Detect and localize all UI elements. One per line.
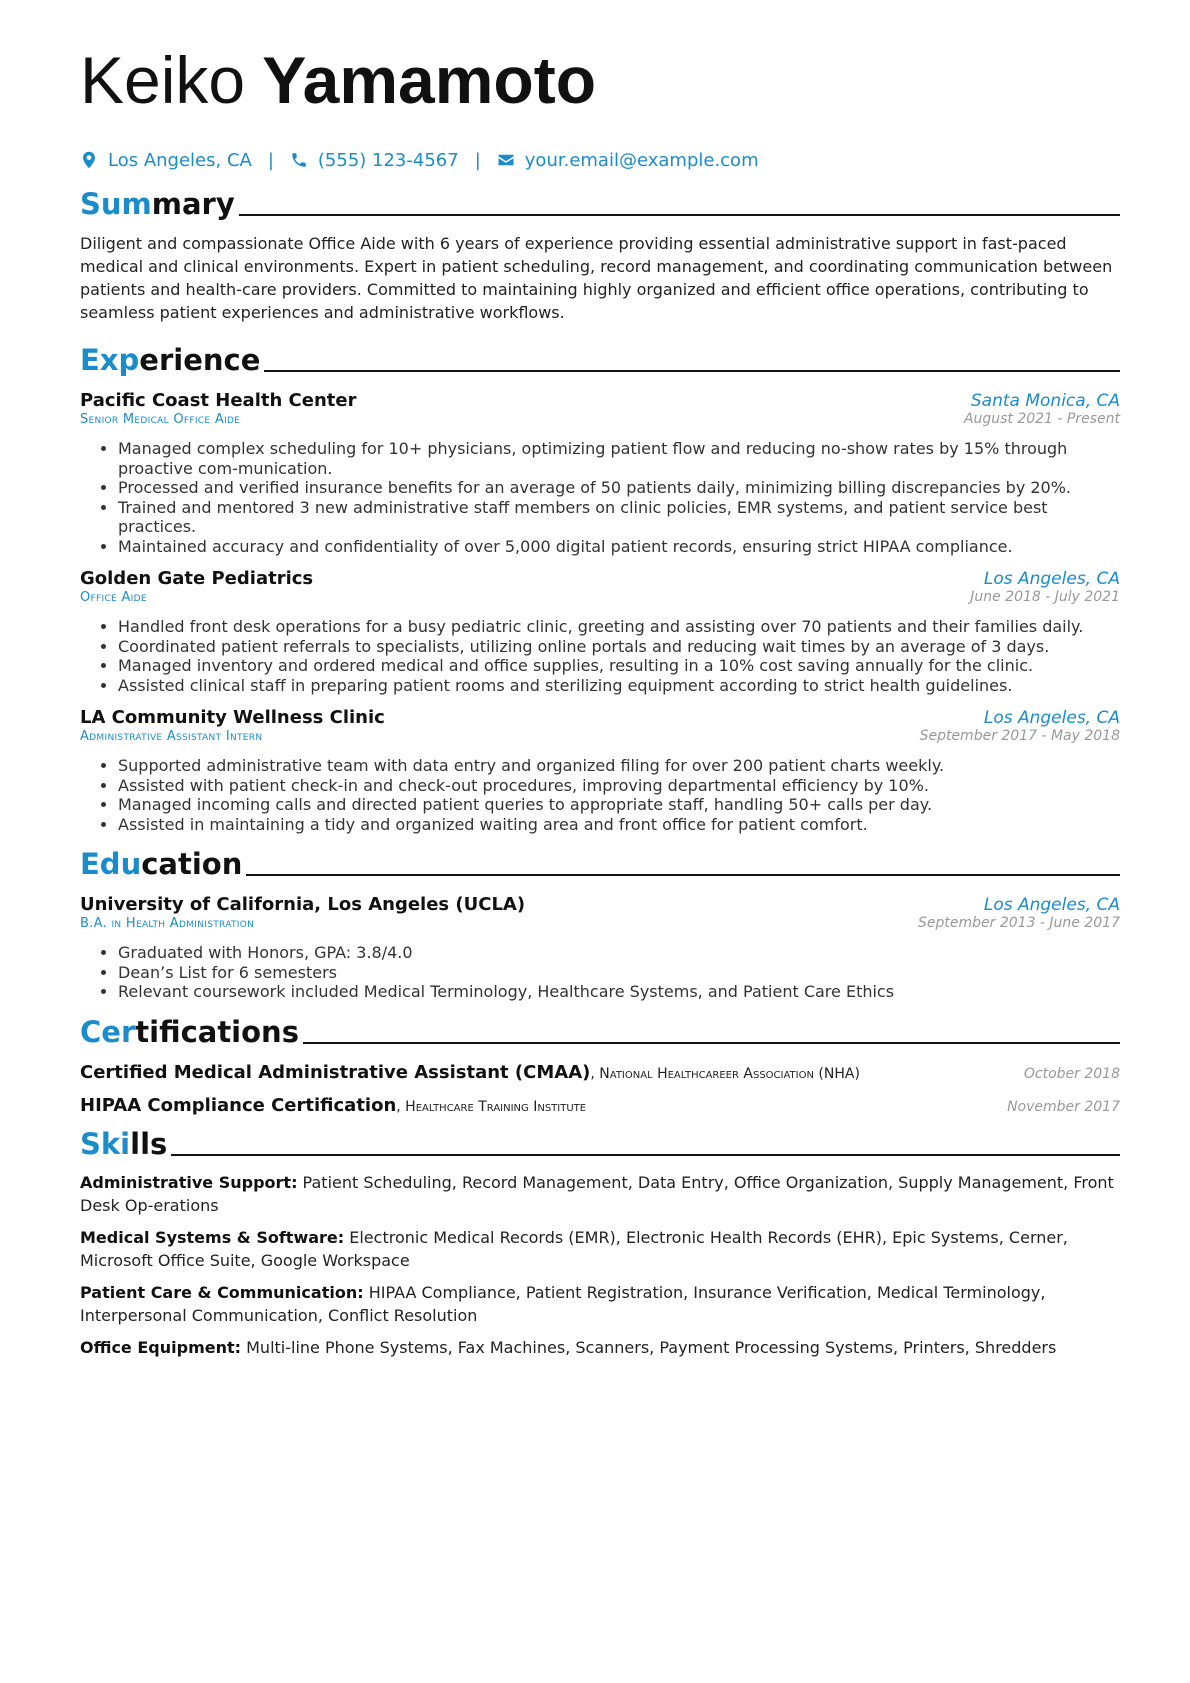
contact-separator: |: [267, 149, 274, 171]
job-location: Santa Monica, CA: [970, 391, 1120, 411]
job-org: Golden Gate Pediatrics: [80, 568, 314, 589]
list-item: • Assisted in maintaining a tidy and organized waiting area and front office for patient comfort.: [118, 815, 1120, 835]
job-location: Los Angeles, CA: [983, 569, 1120, 589]
job-bullets: [80, 756, 1120, 834]
list-item: • Managed complex scheduling for 10+ physicians, optimizing patient flow and reducing no-show rates by 15% through proactive com-munication.: [118, 439, 1120, 478]
list-item: • Handled front desk operations for a busy pediatric clinic, greeting and assisting over 70 patients and their families daily.: [118, 617, 1120, 637]
list-item: • Assisted with patient check-in and check-out procedures, improving departmental efficiency by 10%.: [118, 776, 1120, 796]
candidate-name: [80, 40, 1120, 120]
list-item: • Maintained accuracy and confidentiality of over 5,000 digital patient records, ensuring strict HIPAA compliance.: [118, 537, 1120, 557]
skill-group: [80, 1281, 1120, 1327]
first-name: Keiko: [80, 43, 246, 117]
certification-date: October 2018: [1023, 1065, 1120, 1082]
skill-label: Office Equipment:: [80, 1337, 242, 1357]
school-location: Los Angeles, CA: [983, 895, 1120, 915]
list-item: • Supported administrative team with data entry and organized filing for over 200 patient charts weekly.: [118, 756, 1120, 776]
job-entry: [80, 568, 1120, 695]
list-item: • Trained and mentored 3 new administrative staff members on clinic policies, EMR systems, and patient service best practices.: [118, 498, 1120, 537]
skill-label: Patient Care & Communication:: [80, 1282, 364, 1302]
education-dates: September 2013 - June 2017: [918, 915, 1120, 931]
job-entry: [80, 390, 1120, 556]
skill-group: [80, 1226, 1120, 1272]
summary-text: Diligent and compassionate Office Aide with 6 years of experience providing essential administrative support in fast-paced medical and clinical environments. Expert in patient scheduling, record management, and coordinating communication between patients and health-care providers. Committed to maintaining highly organized and efficient office operations, contributing to seamless patient experiences and administrative workflows.: [80, 234, 1113, 322]
phone-icon: [290, 151, 308, 169]
section-divider: [264, 370, 1120, 372]
section-divider: [303, 1042, 1120, 1044]
envelope-icon: [497, 151, 515, 169]
education-bullets: [80, 943, 1120, 1002]
skills-heading: Skills: [80, 1122, 1120, 1162]
phone-text: (555) 123-4567: [317, 149, 459, 171]
school-name: University of California, Los Angeles (UCLA): [80, 894, 526, 915]
education-entry: [80, 894, 1120, 1002]
list-item: • Managed incoming calls and directed patient queries to appropriate staff, handling 50+ calls per day.: [118, 795, 1120, 815]
certification-date: November 2017: [1007, 1098, 1120, 1115]
skill-label: Medical Systems & Software:: [80, 1227, 345, 1247]
list-item: • Coordinated patient referrals to specialists, utilizing online portals and reducing wait times by an average of 3 days.: [118, 637, 1120, 657]
list-item: • Processed and verified insurance benefits for an average of 50 patients daily, minimizing billing discrepancies by 20%.: [118, 478, 1120, 498]
job-location: Los Angeles, CA: [983, 708, 1120, 728]
map-marker-icon: [80, 151, 98, 169]
certifications-heading: Certifications: [80, 1010, 1120, 1050]
job-dates: August 2021 - Present: [963, 411, 1120, 427]
job-dates: June 2018 - July 2021: [970, 589, 1120, 605]
job-dates: September 2017 - May 2018: [919, 728, 1120, 744]
certification-name: Certified Medical Administrative Assistant (CMAA): [80, 1061, 591, 1083]
section-divider: [171, 1154, 1120, 1156]
contact-phone[interactable]: [290, 150, 459, 171]
list-item: • Managed inventory and ordered medical and office supplies, resulting in a 10% cost saving annually for the clinic.: [118, 656, 1120, 676]
skill-list: Electronic Medical Records (EMR), Electronic Health Records (EHR), Epic Systems, Cerner, Microsoft Office Suite, Google Workspace: [80, 1227, 1068, 1270]
degree: B.A. in Health Administration: [80, 916, 255, 931]
list-item: • Assisted clinical staff in preparing patient rooms and sterilizing equipment according to strict health guidelines.: [118, 676, 1120, 696]
skill-label: Administrative Support:: [80, 1172, 298, 1192]
certification-issuer: , National Healthcareer Association (NHA): [590, 1065, 860, 1082]
skill-list: Multi-line Phone Systems, Fax Machines, Scanners, Payment Processing Systems, Printers, Shredders: [241, 1337, 1057, 1357]
section-divider: [239, 214, 1120, 216]
job-org: Pacific Coast Health Center: [80, 390, 357, 411]
certification-issuer: , Healthcare Training Institute: [396, 1098, 587, 1115]
contact-bar: [80, 146, 1120, 174]
job-role: Office Aide: [80, 590, 147, 605]
summary-heading: Summary: [80, 182, 1120, 222]
education-heading: Education: [80, 842, 1120, 882]
job-role: Administrative Assistant Intern: [80, 729, 263, 744]
list-item: • Graduated with Honors, GPA: 3.8/4.0: [118, 943, 1120, 963]
email-text: your.email@example.com: [524, 149, 759, 171]
skill-group: [80, 1171, 1120, 1217]
contact-email[interactable]: [497, 150, 759, 171]
location-text: Los Angeles, CA: [108, 149, 252, 171]
list-item: • Dean’s List for 6 semesters: [118, 963, 1120, 983]
resume-page: [80, 40, 1120, 1359]
skill-group: [80, 1336, 1120, 1359]
certification-entry: [80, 1062, 1120, 1083]
job-org: LA Community Wellness Clinic: [80, 707, 385, 728]
job-role: Senior Medical Office Aide: [80, 412, 241, 427]
section-divider: [246, 874, 1120, 876]
list-item: • Relevant coursework included Medical Terminology, Healthcare Systems, and Patient Care Ethics: [118, 982, 1120, 1002]
job-entry: [80, 707, 1120, 834]
job-bullets: [80, 617, 1120, 695]
job-bullets: [80, 439, 1120, 556]
contact-location: [80, 150, 252, 171]
skill-list: HIPAA Compliance, Patient Registration, Insurance Verification, Medical Terminology, Interpersonal Communication, Conflict Resolution: [80, 1282, 1046, 1325]
contact-separator: |: [474, 149, 481, 171]
last-name: Yamamoto: [262, 43, 597, 117]
certification-name: HIPAA Compliance Certification: [80, 1094, 397, 1116]
certification-entry: [80, 1095, 1120, 1116]
experience-heading: Experience: [80, 338, 1120, 378]
skill-list: Patient Scheduling, Record Management, Data Entry, Office Organization, Supply Management, Front Desk Op-erations: [80, 1172, 1114, 1215]
